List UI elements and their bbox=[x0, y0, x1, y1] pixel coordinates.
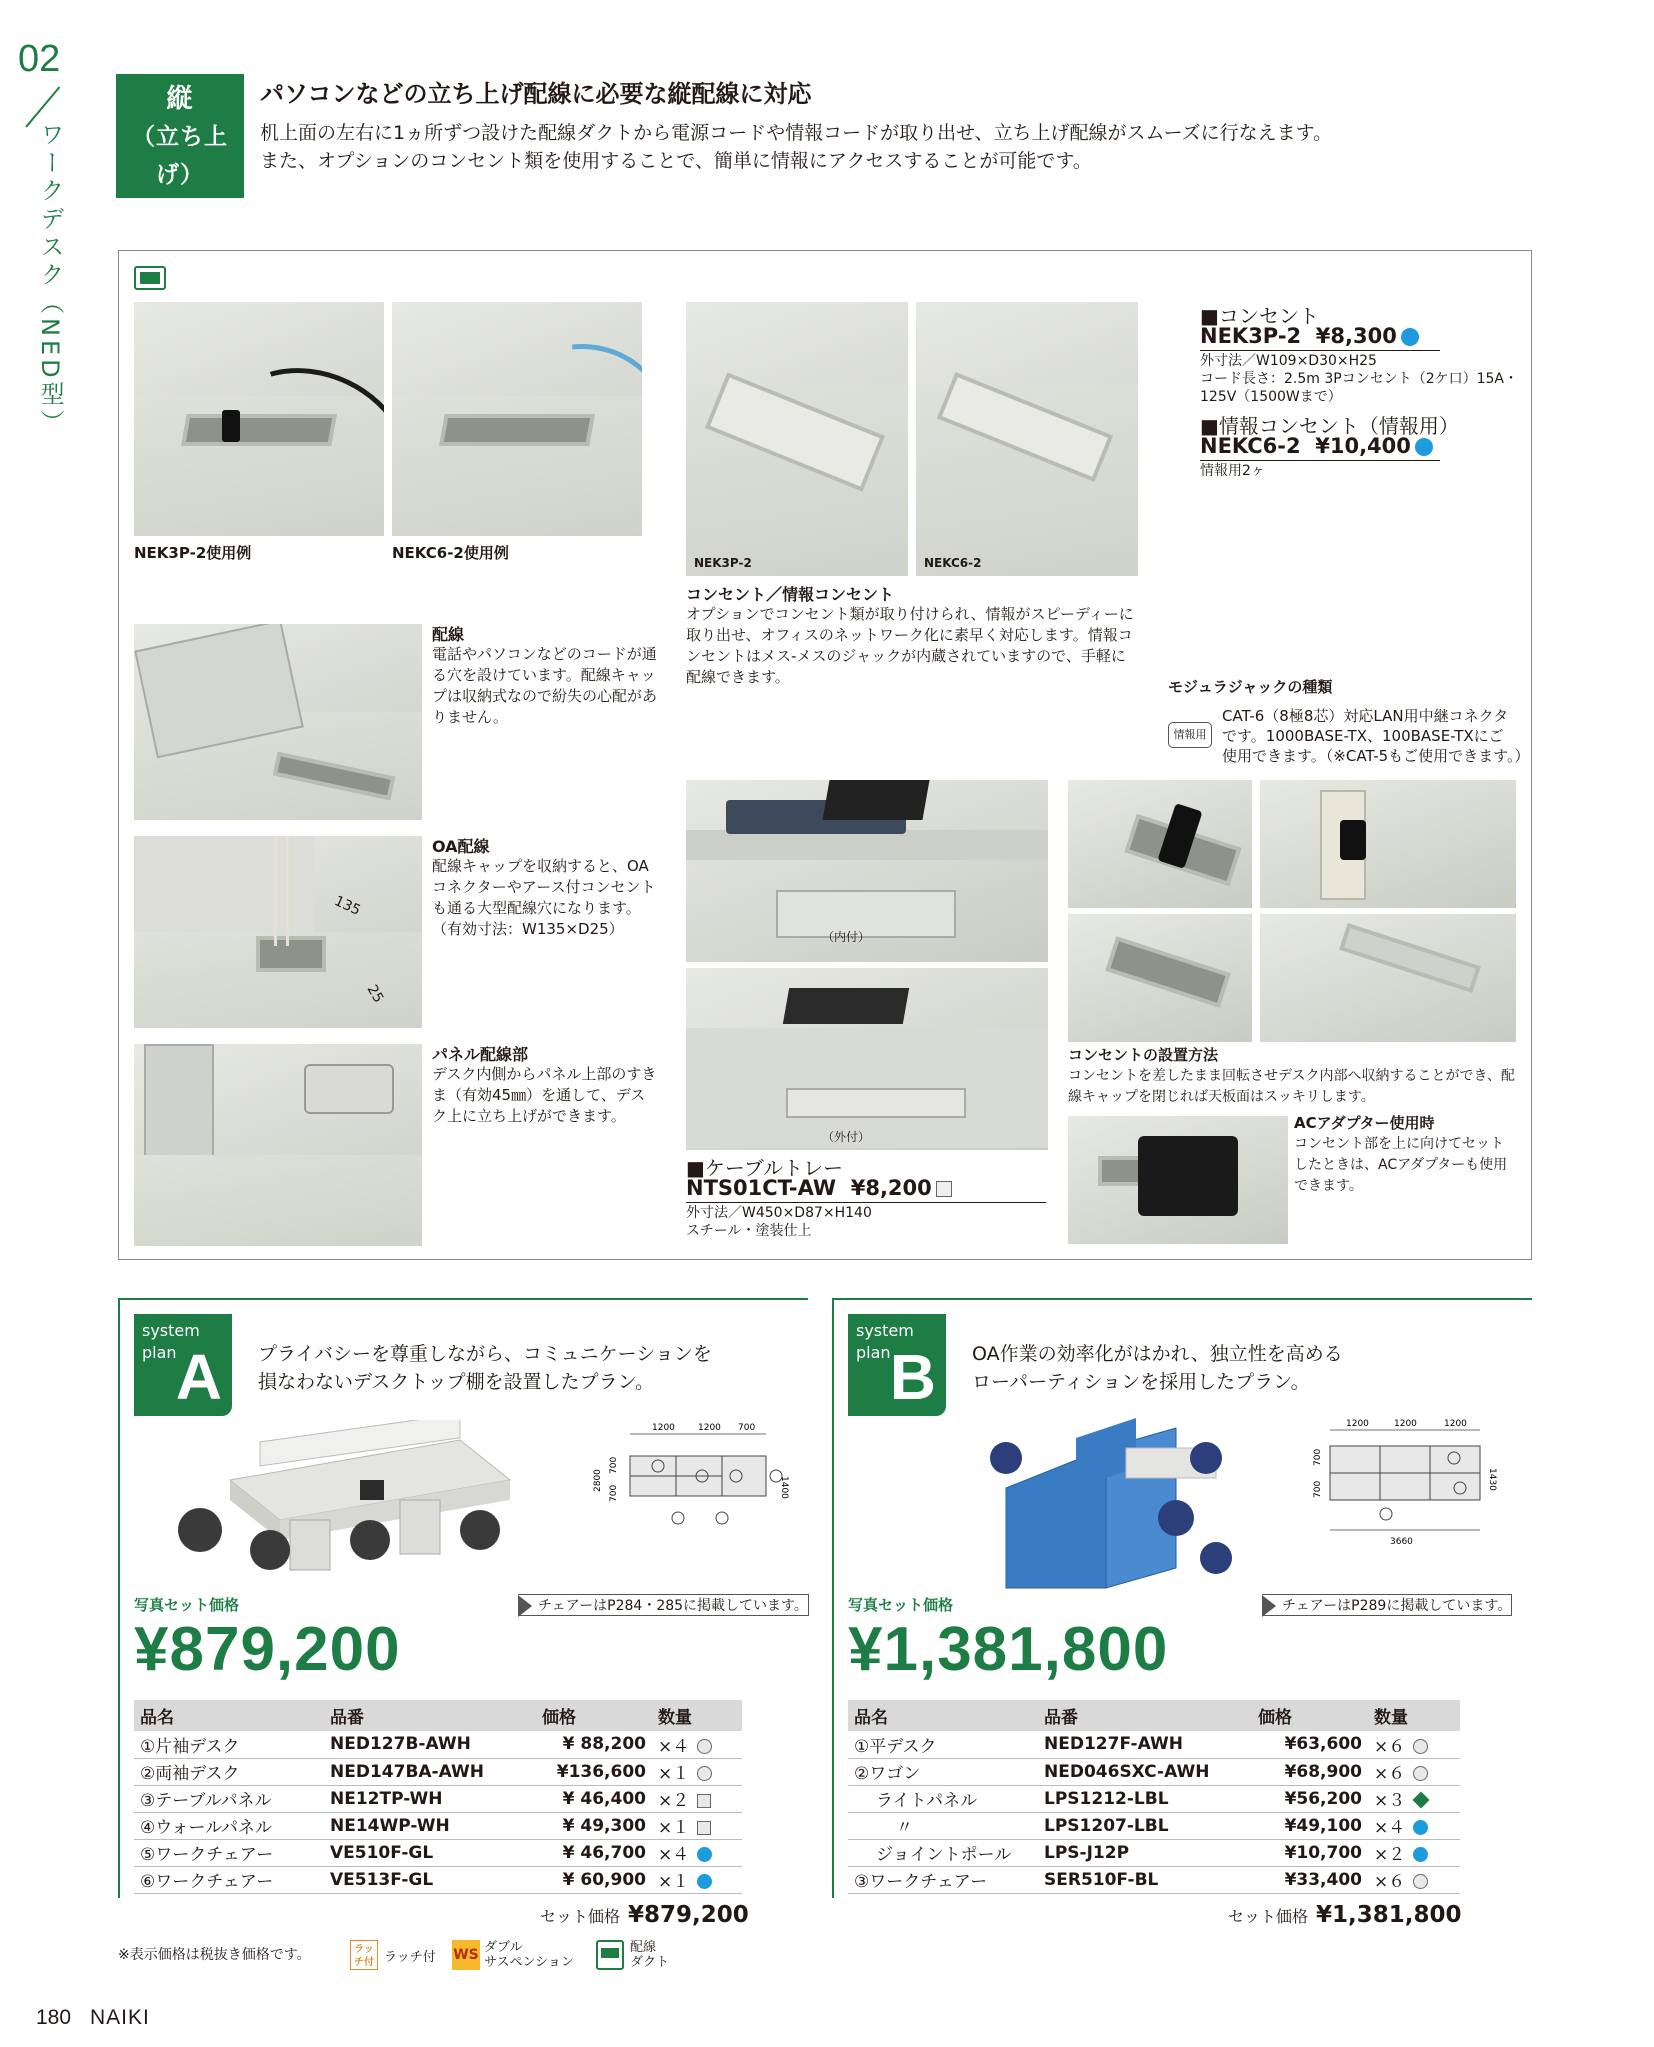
intro-line-2: また、オプションのコンセント類を使用することで、簡単に情報にアクセスすることが可能です。 bbox=[260, 150, 1092, 172]
modular-title: モジュラジャックの種類 bbox=[1168, 678, 1333, 696]
feature-wiring-title: 配線 bbox=[432, 625, 465, 644]
plan-b-chair-note: チェアーはP289に掲載しています。 bbox=[1262, 1594, 1512, 1616]
item-qty: ×４ bbox=[1374, 1818, 1406, 1838]
table-row bbox=[134, 1731, 742, 1758]
item-qty: ×６ bbox=[1374, 1764, 1406, 1784]
plan-b-photo-label: 写真セット価格 bbox=[848, 1596, 954, 1614]
plan-b-set-label: セット価格 bbox=[1228, 1907, 1309, 1926]
square-mark-icon bbox=[697, 1794, 711, 1808]
item-code: LPS1207-LBL bbox=[1038, 1812, 1252, 1839]
item-name: ジョイントポール bbox=[848, 1839, 1038, 1866]
outlet-code: NEK3P-2 bbox=[1200, 324, 1302, 348]
outlet-cord-1: コード長さ：2.5m 3Pコンセント（2ケ口）15A・ bbox=[1200, 371, 1518, 387]
adapter-title: ACアダプター使用時 bbox=[1294, 1114, 1435, 1132]
feature-oa-title: OA配線 bbox=[432, 837, 490, 856]
outlet-cord-2: 125V（1500Wまで） bbox=[1200, 389, 1342, 405]
outlet-dim: 外寸法／W109×D30×H25 bbox=[1200, 353, 1377, 369]
item-code: NED147BA-AWH bbox=[324, 1758, 536, 1785]
legend-latch: ラッチ付 bbox=[384, 1950, 436, 1965]
info-code: NEKC6-2 bbox=[1200, 434, 1301, 458]
item-qty-cell bbox=[652, 1785, 742, 1812]
table-row bbox=[134, 1839, 742, 1866]
photo-tray-outer bbox=[686, 968, 1048, 1150]
plan-a-dim-right: 1400 bbox=[779, 1476, 789, 1499]
intro-line-1: 机上面の左右に1ヵ所ずつ設けた配線ダクトから電源コードや情報コードが取り出せ、立ち上げ配線がスムーズに行なえます。 bbox=[260, 122, 1333, 144]
label-outer: （外付） bbox=[822, 1130, 871, 1144]
legend-ws-1: ダブル bbox=[484, 1940, 523, 1955]
item-code: LPS-J12P bbox=[1038, 1839, 1252, 1866]
plan-b-plan: plan bbox=[856, 1343, 891, 1362]
item-name: ①片袖デスク bbox=[134, 1731, 324, 1758]
plan-a-dim-left-3: 700 bbox=[609, 1484, 619, 1502]
info-price: ¥10,400 bbox=[1315, 434, 1411, 458]
photo-nek3p-closeup bbox=[686, 302, 908, 576]
plan-a-desc-2: 損なわないデスクトップ棚を設置したプラン。 bbox=[258, 1371, 655, 1393]
item-price: ¥10,700 bbox=[1252, 1839, 1368, 1866]
plan-b-dim-left-2: 700 bbox=[1313, 1480, 1323, 1498]
plan-b-desc-2: ローパーティションを採用したプラン。 bbox=[972, 1371, 1310, 1393]
item-code: VE510F-GL bbox=[324, 1839, 536, 1866]
plan-a-vrule bbox=[118, 1298, 120, 1898]
plan-a-photo-label: 写真セット価格 bbox=[134, 1596, 240, 1614]
info-tag: 情報用 bbox=[1168, 722, 1212, 748]
plan-a-plan: plan bbox=[142, 1343, 177, 1362]
headline: パソコンなどの立ち上げ配線に必要な縦配線に対応 bbox=[260, 80, 812, 108]
table-row bbox=[848, 1839, 1460, 1866]
blue-mark-icon bbox=[697, 1847, 712, 1862]
item-code: SER510F-BL bbox=[1038, 1866, 1252, 1893]
table-row bbox=[848, 1866, 1460, 1893]
item-qty-cell bbox=[652, 1731, 742, 1758]
item-qty-cell bbox=[652, 1839, 742, 1866]
item-code: NED046SXC-AWH bbox=[1038, 1758, 1252, 1785]
duct-legend-icon bbox=[596, 1940, 624, 1970]
th-code: 品番 bbox=[324, 1700, 536, 1731]
tray-material: スチール・塗装仕上 bbox=[686, 1223, 812, 1239]
plan-b-rule bbox=[832, 1298, 1532, 1300]
item-code: LPS1212-LBL bbox=[1038, 1785, 1252, 1812]
plan-a-set-total bbox=[540, 1902, 749, 1928]
th-name: 品名 bbox=[134, 1700, 324, 1731]
item-code: NED127B-AWH bbox=[324, 1731, 536, 1758]
legend-ws bbox=[484, 1940, 574, 1970]
badge-line-1: 縦 bbox=[166, 84, 194, 114]
plan-b-dim-top-1: 1200 bbox=[1346, 1419, 1369, 1429]
feature-wiring-text: 電話やパソコンなどのコードが通る穴を設けています。配線キャップは収納式なので紛失の心配がありません。 bbox=[432, 645, 658, 726]
photo-tray-inner bbox=[686, 780, 1048, 962]
plan-a-badge bbox=[134, 1314, 232, 1416]
diamond-mark-icon bbox=[1413, 1792, 1430, 1809]
feature-oa-text: 配線キャップを収納すると、OAコネクターやアース付コンセントも通る大型配線穴になります。（有効寸法：W135×D25） bbox=[432, 857, 656, 938]
photo-nekc6-closeup bbox=[916, 302, 1138, 576]
circle-mark-icon bbox=[1413, 1739, 1428, 1754]
circle-mark-icon bbox=[697, 1739, 712, 1754]
item-price: ¥56,200 bbox=[1252, 1785, 1368, 1812]
feature-badge bbox=[116, 74, 244, 228]
dim-135: 135 bbox=[331, 893, 363, 919]
photo-ac-adapter bbox=[1068, 1116, 1288, 1244]
feature-panel-text: デスク内側からパネル上部のすきま（有効45㎜）を通して、デスク上に立ち上げができます。 bbox=[432, 1065, 657, 1125]
item-qty: ×１ bbox=[658, 1872, 690, 1892]
table-row bbox=[848, 1812, 1460, 1839]
plan-a-table bbox=[134, 1700, 742, 1894]
plan-a-desc-1: プライバシーを尊重しながら、コミュニケーションを bbox=[258, 1343, 712, 1365]
plan-b-dim-bottom: 3660 bbox=[1390, 1537, 1413, 1547]
photo-panel-wiring bbox=[134, 1044, 422, 1246]
item-qty-cell bbox=[1368, 1839, 1460, 1866]
plan-a-dim-left-1: 2800 bbox=[593, 1469, 603, 1492]
plan-b-big-price: ¥1,381,800 bbox=[848, 1615, 1169, 1684]
item-qty: ×２ bbox=[658, 1791, 690, 1811]
th-qty: 数量 bbox=[1368, 1700, 1460, 1731]
outlet-code-line bbox=[1200, 324, 1440, 351]
legend-duct bbox=[630, 1940, 669, 1970]
table-row bbox=[848, 1731, 1460, 1758]
item-name: ③テーブルパネル bbox=[134, 1785, 324, 1812]
item-qty: ×２ bbox=[1374, 1845, 1406, 1865]
item-price: ¥33,400 bbox=[1252, 1866, 1368, 1893]
item-price: ¥ 46,700 bbox=[536, 1839, 652, 1866]
item-qty-cell bbox=[1368, 1812, 1460, 1839]
item-code: NE14WP-WH bbox=[324, 1812, 536, 1839]
plan-a-dim-top-2: 1200 bbox=[698, 1423, 721, 1433]
item-name: ④ウォールパネル bbox=[134, 1812, 324, 1839]
badge-line-2: （立ち上げ） bbox=[132, 124, 228, 188]
plan-b-dim-left-1: 700 bbox=[1313, 1448, 1323, 1466]
photo-install-4 bbox=[1260, 914, 1516, 1042]
tray-code: NTS01CT-AW bbox=[686, 1176, 837, 1200]
plan-b-badge bbox=[848, 1314, 946, 1416]
item-qty-cell bbox=[652, 1812, 742, 1839]
badge-line-3: 配線対応 bbox=[125, 198, 234, 228]
page-number: 180 bbox=[36, 2006, 72, 2029]
wiring-duct-icon bbox=[134, 266, 166, 290]
plan-b-dim-right: 1430 bbox=[1487, 1468, 1497, 1491]
plan-b-dim-top-2: 1200 bbox=[1394, 1419, 1417, 1429]
plan-b-vrule bbox=[832, 1298, 834, 1898]
circle-mark-icon bbox=[1413, 1766, 1428, 1781]
caption-small-nek3p: NEK3P-2 bbox=[694, 556, 752, 570]
label-inner: （内付） bbox=[822, 930, 871, 944]
item-code: NED127F-AWH bbox=[1038, 1731, 1252, 1758]
item-price: ¥63,600 bbox=[1252, 1731, 1368, 1758]
feature-panel-title: パネル配線部 bbox=[432, 1045, 529, 1064]
plan-b-render bbox=[976, 1408, 1246, 1598]
item-price: ¥ 46,400 bbox=[536, 1785, 652, 1812]
plan-a-dim-left-2: 700 bbox=[609, 1456, 619, 1474]
modular-text-1: CAT-6（8極8芯）対応LAN用中継コネクタ bbox=[1222, 707, 1509, 725]
item-qty: ×１ bbox=[658, 1818, 690, 1838]
legend-duct-1: 配線 bbox=[630, 1940, 657, 1955]
tray-price: ¥8,200 bbox=[850, 1176, 932, 1200]
latch-icon: ラッチ付 bbox=[350, 1940, 378, 1970]
square-mark-icon bbox=[697, 1821, 711, 1835]
item-qty: ×６ bbox=[1374, 1872, 1406, 1892]
chapter-number: 02 bbox=[18, 38, 61, 80]
item-price: ¥49,100 bbox=[1252, 1812, 1368, 1839]
photo-install-1 bbox=[1068, 780, 1252, 908]
blue-mark-icon bbox=[697, 1874, 712, 1889]
item-name: ②両袖デスク bbox=[134, 1758, 324, 1785]
photo-install-3 bbox=[1068, 914, 1252, 1042]
item-qty-cell bbox=[1368, 1731, 1460, 1758]
plan-b-desc-1: OA作業の効率化がはかれ、独立性を高める bbox=[972, 1343, 1343, 1365]
item-qty: ×４ bbox=[658, 1736, 690, 1757]
plan-a-dim-top-1: 1200 bbox=[652, 1423, 675, 1433]
dim-25: 25 bbox=[363, 982, 387, 1006]
blue-dot-icon bbox=[1415, 438, 1433, 456]
item-qty: ×６ bbox=[1374, 1736, 1406, 1757]
item-price: ¥ 88,200 bbox=[536, 1731, 652, 1758]
th-price: 価格 bbox=[536, 1700, 652, 1731]
photo-nekc6-example bbox=[392, 302, 642, 536]
plan-a-sys: system bbox=[142, 1321, 200, 1340]
install-text: コンセントを差したまま回転させデスク内部へ収納することができ、配線キャップを閉じれば天板面はスッキリします。 bbox=[1068, 1068, 1515, 1105]
circle-mark-icon bbox=[697, 1766, 712, 1781]
caption-nekc6-example: NEKC6-2使用例 bbox=[392, 544, 509, 562]
install-title: コンセントの設置方法 bbox=[1068, 1046, 1219, 1064]
photo-oa-wiring bbox=[134, 836, 422, 1028]
brand-name: NAIKI bbox=[90, 2006, 150, 2029]
blue-dot-icon bbox=[1401, 328, 1419, 346]
circle-mark-icon bbox=[1413, 1874, 1428, 1889]
info-heading: ■情報コンセント（情報用） bbox=[1200, 414, 1459, 438]
th-name: 品名 bbox=[848, 1700, 1038, 1731]
photo-nek3p-example bbox=[134, 302, 384, 536]
photo-wiring bbox=[134, 624, 422, 820]
item-qty-cell bbox=[652, 1866, 742, 1893]
item-qty: ×３ bbox=[1374, 1791, 1406, 1811]
plan-b-set-total bbox=[1228, 1902, 1462, 1928]
square-mark-icon bbox=[936, 1181, 952, 1197]
adapter-text: コンセント部を上に向けてセットしたときは、ACアダプターも使用できます。 bbox=[1294, 1136, 1508, 1194]
plan-a-set-price: ¥879,200 bbox=[628, 1902, 749, 1928]
tray-code-line bbox=[686, 1176, 1046, 1203]
blue-mark-icon bbox=[1413, 1847, 1428, 1862]
table-row bbox=[134, 1758, 742, 1785]
item-qty: ×４ bbox=[658, 1845, 690, 1865]
ws-icon: WS bbox=[452, 1940, 480, 1970]
plan-a-rule bbox=[118, 1298, 808, 1300]
tray-heading: ■ケーブルトレー bbox=[686, 1156, 844, 1180]
modular-text-2: です。1000BASE-TX、100BASE-TXにご bbox=[1222, 727, 1504, 745]
plan-b-letter: B bbox=[889, 1341, 936, 1413]
outlet-desc-text: オプションでコンセント類が取り付けられ、情報がスピーディーに取り出せ、オフィスのネットワーク化に素早く対応します。情報コンセントはメス-メスのジャックが内蔵されていますので、手軽に配線できます。 bbox=[686, 605, 1134, 686]
item-code: VE513F-GL bbox=[324, 1866, 536, 1893]
legend-duct-2: ダクト bbox=[630, 1955, 670, 1970]
caption-small-nekc6: NEKC6-2 bbox=[924, 556, 982, 570]
plan-a-letter: A bbox=[175, 1341, 222, 1413]
tray-dim: 外寸法／W450×D87×H140 bbox=[686, 1205, 872, 1221]
plan-a-floorplan bbox=[586, 1414, 796, 1544]
table-row bbox=[134, 1866, 742, 1893]
item-name: ②ワゴン bbox=[848, 1758, 1038, 1785]
table-row bbox=[134, 1812, 742, 1839]
item-name: ライトパネル bbox=[848, 1785, 1038, 1812]
item-qty-cell bbox=[1368, 1866, 1460, 1893]
plan-a-render bbox=[160, 1420, 520, 1590]
table-row bbox=[134, 1785, 742, 1812]
plan-a-chair-note: チェアーはP284・285に掲載しています。 bbox=[518, 1594, 809, 1616]
th-qty: 数量 bbox=[652, 1700, 742, 1731]
legend-ws-2: サスペンション bbox=[484, 1955, 574, 1970]
plan-b-floorplan bbox=[1294, 1414, 1514, 1554]
item-name: ①平デスク bbox=[848, 1731, 1038, 1758]
plan-a-dim-top-3: 700 bbox=[738, 1423, 756, 1433]
th-code: 品番 bbox=[1038, 1700, 1252, 1731]
item-code: NE12TP-WH bbox=[324, 1785, 536, 1812]
outlet-price: ¥8,300 bbox=[1315, 324, 1397, 348]
item-price: ¥ 49,300 bbox=[536, 1812, 652, 1839]
info-note: 情報用2ヶ bbox=[1200, 463, 1265, 479]
outlet-heading: ■コンセント bbox=[1200, 304, 1319, 328]
item-name: ⑥ワークチェアー bbox=[134, 1866, 324, 1893]
photo-install-2 bbox=[1260, 780, 1516, 908]
tax-note: ※表示価格は税抜き価格です。 bbox=[118, 1947, 311, 1963]
item-price: ¥136,600 bbox=[536, 1758, 652, 1785]
item-name: ⑤ワークチェアー bbox=[134, 1839, 324, 1866]
item-price: ¥68,900 bbox=[1252, 1758, 1368, 1785]
plan-b-set-price: ¥1,381,800 bbox=[1316, 1902, 1462, 1928]
plan-a-big-price: ¥879,200 bbox=[134, 1615, 401, 1684]
plan-b-table bbox=[848, 1700, 1460, 1894]
plan-b-sys: system bbox=[856, 1321, 914, 1340]
info-code-line bbox=[1200, 434, 1440, 461]
chapter-title: ワークデスク（NED型） bbox=[36, 122, 64, 438]
item-qty: ×１ bbox=[658, 1764, 690, 1784]
item-qty-cell bbox=[1368, 1785, 1460, 1812]
plan-b-dim-top-3: 1200 bbox=[1444, 1419, 1467, 1429]
item-price: ¥ 60,900 bbox=[536, 1866, 652, 1893]
caption-nek3p-example: NEK3P-2使用例 bbox=[134, 544, 252, 562]
item-name: 〃 bbox=[848, 1812, 1038, 1839]
plan-a-set-label: セット価格 bbox=[540, 1907, 621, 1926]
item-qty-cell bbox=[652, 1758, 742, 1785]
item-name: ③ワークチェアー bbox=[848, 1866, 1038, 1893]
outlet-desc-title: コンセント／情報コンセント bbox=[686, 585, 895, 604]
item-qty-cell bbox=[1368, 1758, 1460, 1785]
table-row bbox=[848, 1785, 1460, 1812]
blue-mark-icon bbox=[1413, 1820, 1428, 1835]
table-row bbox=[848, 1758, 1460, 1785]
modular-text-3: 使用できます。（※CAT-5もご使用できます。） bbox=[1222, 747, 1530, 765]
th-price: 価格 bbox=[1252, 1700, 1368, 1731]
